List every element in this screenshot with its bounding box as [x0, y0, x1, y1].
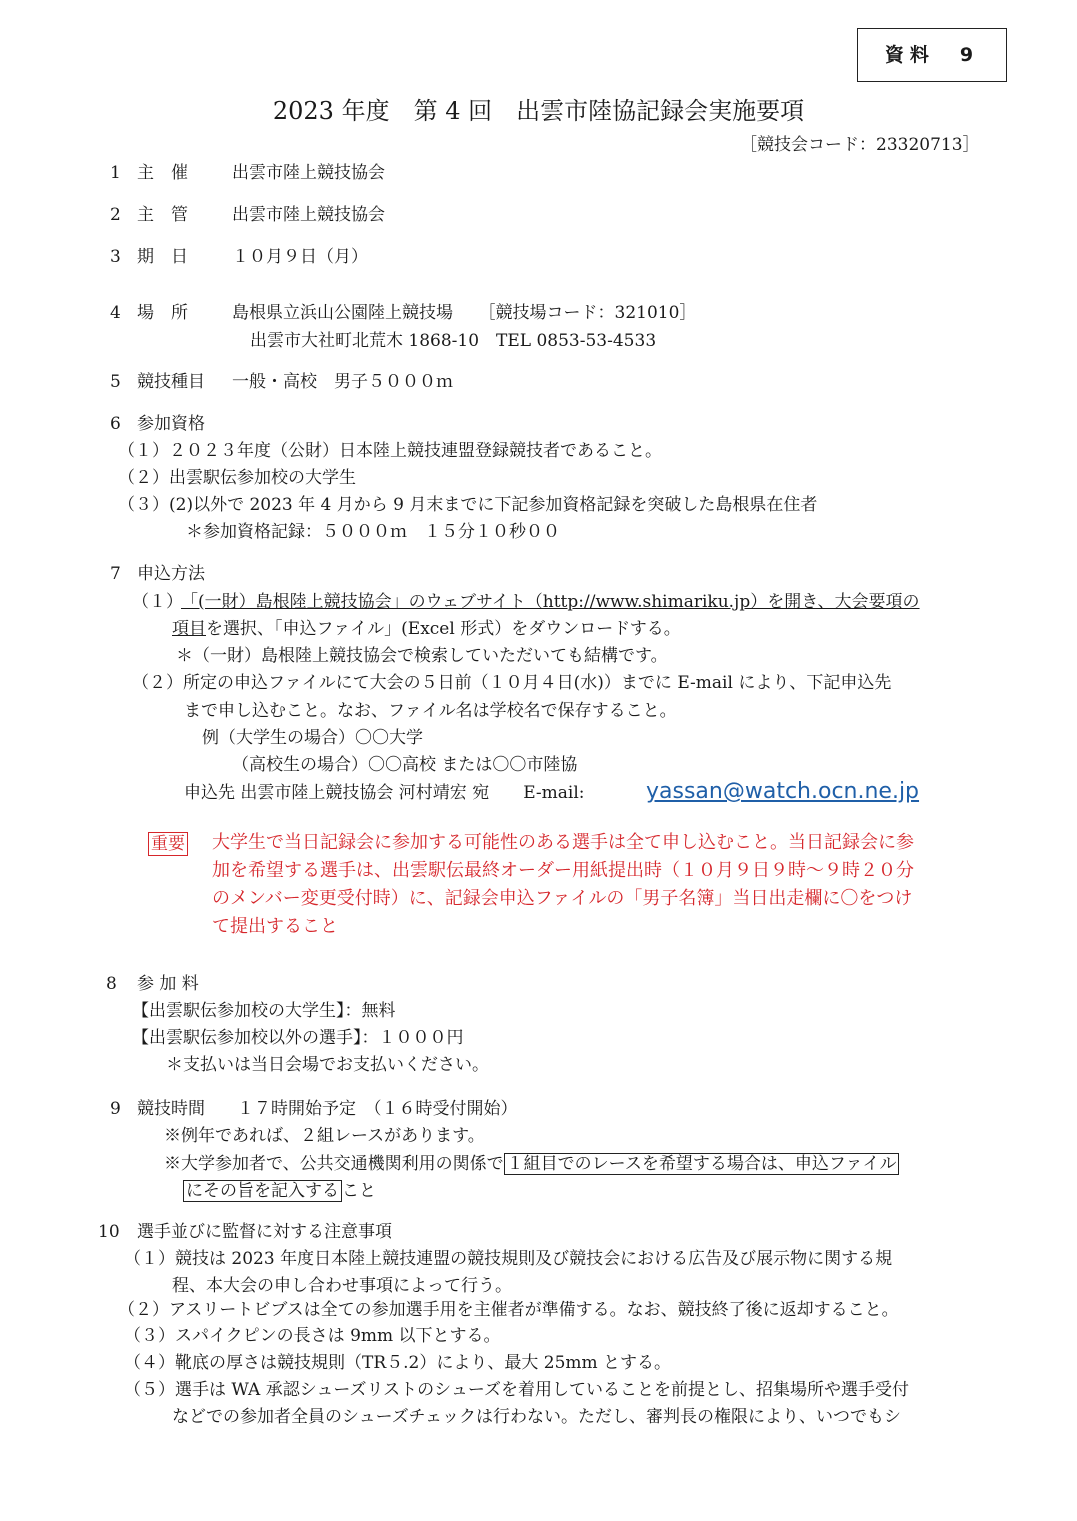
section-9-note-2-text: ※大学参加者で、公共交通機関利用の関係で [164, 1154, 504, 1174]
important-label: 重要 [148, 832, 188, 856]
section-6-record: ＊参加資格記録：５０００ｍ １５分１０秒００ [186, 522, 560, 542]
section-7-item-1-line-1: 「(一財）島根陸上競技協会」のウェブサイト（http://www.shimariku.jp）を開き、大会要項の [181, 592, 920, 612]
section-7-heading: 申込方法 [137, 564, 205, 584]
section-8-line-1: 【出雲駅伝参加校の大学生】：無料 [132, 1001, 396, 1021]
section-7-item-2-line-2: まで申し込むこと。なお、ファイル名は学校名で保存すること。 [184, 701, 677, 721]
section-9-number: 9 [110, 1099, 121, 1119]
section-3-number: 3 [110, 247, 121, 267]
section-4-number: 4 [110, 303, 121, 323]
important-line-3: のメンバー変更受付時）に、記録会申込ファイルの「男子名簿」当日出走欄に〇をつけ [212, 888, 913, 909]
section-7-item-2-line-1: （２）所定の申込ファイルにて大会の５日前（１０月４日(水)）までに E-mail により、下記申込先 [132, 673, 892, 693]
section-9-heading: 競技時間 [137, 1099, 205, 1119]
document-label: 資料 9 [857, 28, 1007, 82]
section-3-heading: 期 日 [137, 247, 188, 267]
section-8-line-2: 【出雲駅伝参加校以外の選手】：１０００円 [132, 1028, 464, 1048]
section-10-number: 10 [98, 1222, 120, 1242]
section-8-heading: 参 加 料 [137, 974, 199, 994]
section-9-note-2-boxed: １組目でのレースを希望する場合は、申込ファイル [504, 1153, 900, 1175]
section-6-item-2: （２）出雲駅伝参加校の大学生 [118, 468, 356, 488]
meet-code: ［競技会コード：23320713］ [740, 135, 980, 155]
section-10-item-4: （４）靴底の厚さは競技規則（TR５.2）により、最大 25mm とする。 [124, 1353, 672, 1373]
section-1-text: 出雲市陸上競技協会 [232, 163, 385, 183]
section-10-item-2: （２）アスリートビブスは全ての参加選手用を主催者が準備する。なお、競技終了後に返却すること。 [118, 1300, 899, 1320]
section-9-note-3-boxed: にその旨を記入する [183, 1180, 342, 1202]
section-6-heading: 参加資格 [137, 414, 205, 434]
section-6-item-1: （１）２０２３年度（公財）日本陸上競技連盟登録競技者であること。 [118, 441, 662, 461]
section-7-search-note: ＊（一財）島根陸上競技協会で検索していただいても結構です。 [176, 646, 668, 666]
section-10-item-1-line-1: （１）競技は 2023 年度日本陸上競技連盟の競技規則及び競技会における広告及び展示物に関する規 [124, 1249, 893, 1269]
important-line-2: 加を希望する選手は、出雲駅伝最終オーダー用紙提出時（１０月９日９時～９時２０分 [212, 860, 914, 881]
section-10-item-3: （３）スパイクピンの長さは 9mm 以下とする。 [124, 1326, 501, 1346]
section-4-heading: 場 所 [137, 303, 188, 323]
section-10-heading: 選手並びに監督に対する注意事項 [137, 1222, 392, 1242]
important-line-1: 大学生で当日記録会に参加する可能性のある選手は全て申し込むこと。当日記録会に参 [212, 832, 914, 853]
section-5-heading: 競技種目 [137, 372, 205, 392]
section-10-item-1-line-2: 程、本大会の申し合わせ事項によって行う。 [172, 1276, 512, 1296]
section-9-note-1: ※例年であれば、２組レースがあります。 [164, 1126, 485, 1146]
section-9-note-3 [183, 1180, 376, 1202]
section-5-number: 5 [110, 372, 121, 392]
section-9-note-3-text: こと [342, 1181, 376, 1201]
section-7-destination: 申込先 出雲市陸上競技協会 河村靖宏 宛 E-mail: [184, 783, 585, 803]
section-7-number: 7 [110, 564, 121, 584]
section-9-text: １７時開始予定 （１６時受付開始） [237, 1099, 518, 1119]
section-9-note-2 [164, 1153, 899, 1175]
page-title: 2023 年度 第 4 回 出雲市陸協記録会実施要項 [272, 97, 805, 125]
section-5-text: 一般・高校 男子５０００ｍ [232, 372, 453, 392]
section-10-item-5-line-2: などでの参加者全員のシューズチェックは行わない。ただし、審判長の権限により、いつでもシ [172, 1407, 901, 1427]
email-link[interactable]: yassan@watch.ocn.ne.jp [646, 779, 920, 804]
section-7-item-1-number: （１） [132, 592, 183, 612]
section-2-text: 出雲市陸上競技協会 [232, 205, 385, 225]
section-10-item-5-line-1: （５）選手は WA 承認シューズリストのシューズを着用していることを前提とし、招集場所や選手受付 [124, 1380, 909, 1400]
important-line-4: て提出すること [212, 916, 338, 937]
section-1-number: 1 [110, 163, 121, 183]
section-7-example-1: 例（大学生の場合）〇〇大学 [202, 728, 423, 748]
section-2-number: 2 [110, 205, 121, 225]
section-7-item-1-link-text: 項目 [172, 619, 206, 639]
section-8-number: 8 [106, 974, 117, 994]
section-6-item-3: （３）(2)以外で 2023 年 4 月から 9 月末までに下記参加資格記録を突破した島根県在住者 [118, 495, 818, 515]
section-3-text: １０月９日（月） [232, 247, 368, 267]
section-8-payment-note: ＊支払いは当日会場でお支払いください。 [166, 1055, 489, 1075]
section-4-address: 出雲市大社町北荒木 1868-10 TEL 0853-53-4533 [250, 331, 657, 351]
section-7-example-2: （高校生の場合）〇〇高校 または〇〇市陸協 [232, 755, 578, 775]
section-4-text: 島根県立浜山公園陸上競技場 ［競技場コード：321010］ [232, 303, 697, 323]
section-7-item-1-line-2 [172, 618, 681, 640]
section-2-heading: 主 管 [137, 205, 188, 225]
section-1-heading: 主 催 [137, 163, 188, 183]
section-6-number: 6 [110, 414, 121, 434]
section-7-item-1-rest: を選択、「申込ファイル」(Excel 形式）をダウンロードする。 [206, 619, 681, 639]
